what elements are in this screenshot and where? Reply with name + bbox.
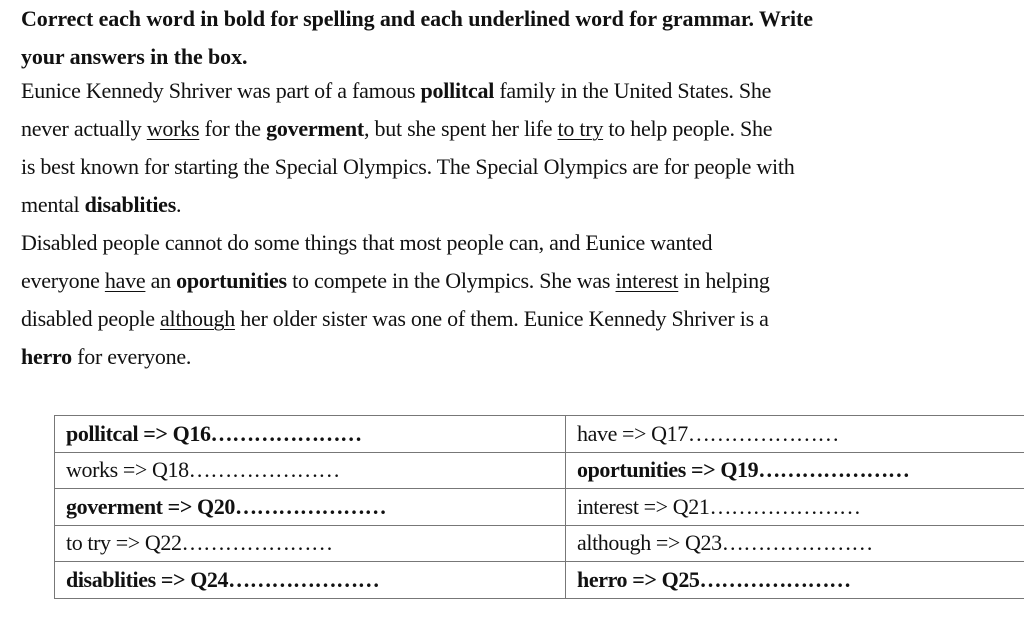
underlined-word-to-try: to try [557,116,604,141]
answer-cell[interactable]: although => Q23………………… [566,525,1024,562]
bold-word-disablities: disablities [84,192,177,217]
passage-text: Eunice Kennedy Shriver was part of a famous [21,78,421,103]
answer-cell[interactable]: pollitcal => Q16………………… [55,416,566,453]
passage-text: mental [21,192,85,217]
table-row [55,489,1024,526]
bold-word-herro: herro [21,344,72,369]
passage-text: everyone [21,268,105,293]
passage-text: . [176,192,182,217]
passage-line-8 [21,338,1011,376]
answer-cell[interactable]: interest => Q21………………… [566,489,1024,526]
answer-cell[interactable]: disablities => Q24………………… [55,562,566,599]
passage-line-2 [21,110,1011,148]
table-row [55,525,1024,562]
passage-line-1 [21,72,1011,110]
passage-text: family in the United States. She [494,78,772,103]
passage-line-4 [21,186,1011,224]
bold-word-goverment: goverment [266,116,364,141]
underlined-word-works: works [146,116,200,141]
passage-line-3: is best known for starting the Special Olympics. The Special Olympics are for people with [21,154,795,179]
bold-word-pollitcal: pollitcal [420,78,495,103]
instructions-line-1: Correct each word in bold for spelling and each underlined word for grammar. Write [21,6,813,31]
passage-text: for everyone. [71,344,192,369]
passage-text: disabled people [21,306,160,331]
passage-text: to compete in the Olympics. She was [286,268,616,293]
answer-cell[interactable]: works => Q18………………… [55,452,566,489]
instructions [21,0,1011,76]
passage-line-6 [21,262,1011,300]
passage-text: to help people. She [603,116,773,141]
answer-cell[interactable]: oportunities => Q19………………… [566,452,1024,489]
underlined-word-have: have [104,268,146,293]
table-row [55,452,1024,489]
passage-text: in helping [678,268,770,293]
bold-word-oportunities: oportunities [176,268,287,293]
answer-cell[interactable]: goverment => Q20………………… [55,489,566,526]
passage-text: her older sister was one of them. Eunice Kennedy Shriver is a [234,306,769,331]
reading-passage [21,72,1011,376]
instructions-line-2: your answers in the box. [21,44,248,69]
table-row [55,416,1024,453]
passage-text: an [145,268,177,293]
answer-cell[interactable]: to try => Q22………………… [55,525,566,562]
answer-cell[interactable]: herro => Q25………………… [566,562,1024,599]
answer-cell[interactable]: have => Q17………………… [566,416,1024,453]
underlined-word-although: although [159,306,235,331]
passage-text: , but she spent her life [364,116,558,141]
table-row [55,562,1024,599]
passage-text: for the [199,116,267,141]
passage-text: never actually [21,116,147,141]
passage-line-7 [21,300,1011,338]
answer-table [54,415,1024,599]
passage-line-5: Disabled people cannot do some things that most people can, and Eunice wanted [21,230,713,255]
underlined-word-interest: interest [615,268,679,293]
